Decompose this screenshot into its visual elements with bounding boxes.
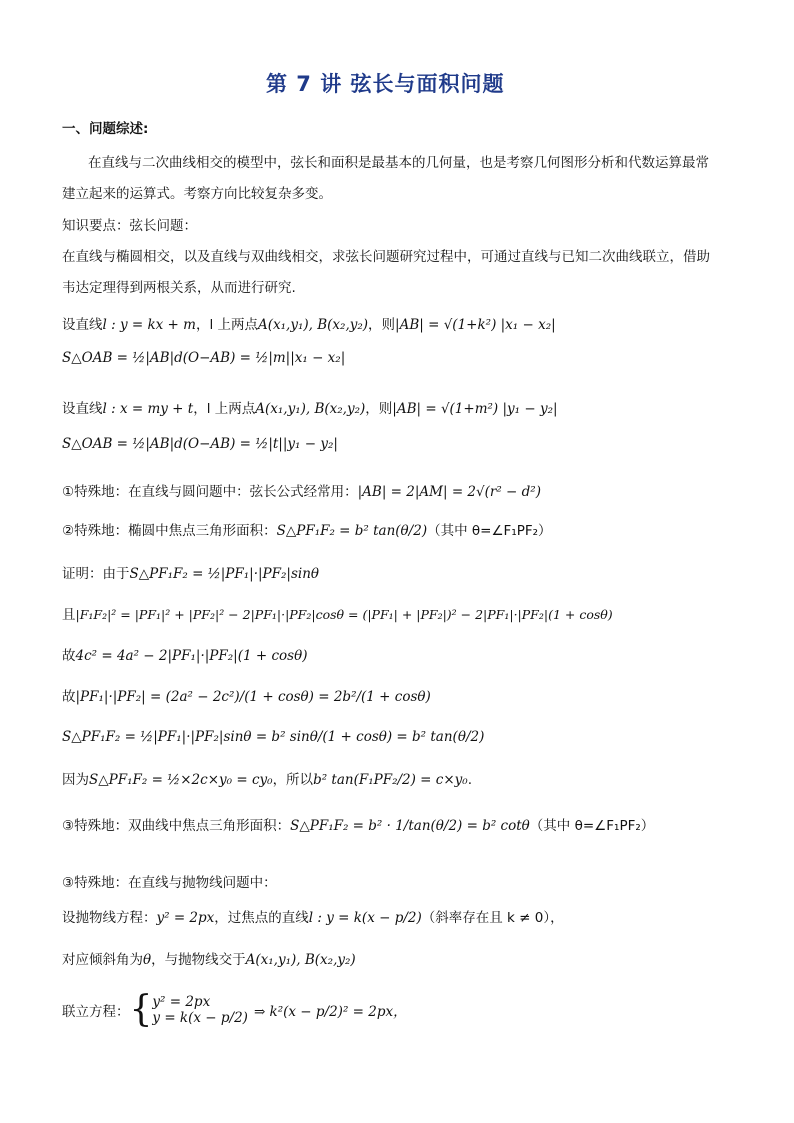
parab-mid: ，过焦点的直线 <box>214 910 309 926</box>
proof-line <box>62 562 319 582</box>
line1-then: ，则 <box>368 317 396 333</box>
equation-system <box>152 994 248 1026</box>
line1-chord: |AB| = √(1+k²) |x₁ − x₂| <box>395 317 556 333</box>
section-heading: 一、问题综述: <box>62 121 149 137</box>
so-line-2 <box>62 685 431 705</box>
special2-note: （其中 θ=∠F₁PF₂） <box>427 523 552 539</box>
so-line-1 <box>62 644 307 664</box>
combine-eq-1: y² = 2px <box>152 994 211 1010</box>
angle-prefix: 对应倾斜角为 <box>62 952 143 968</box>
method-line-2: 韦达定理得到两根关系，从而进行研究. <box>62 280 296 296</box>
so1-formula: 4c² = 4a² − 2|PF₁|·|PF₂|(1 + cosθ) <box>75 648 308 664</box>
parab-line-eq: l : y = k(x − p/2) <box>308 910 422 926</box>
special2-formula: S△PF₁F₂ = b² tan(θ/2) <box>276 523 428 539</box>
parab-prefix: 设抛物线方程： <box>62 910 157 926</box>
special4-text: ③特殊地：在直线与抛物线问题中： <box>62 875 277 891</box>
intro-line-1: 在直线与二次曲线相交的模型中，弦长和面积是最基本的几何量，也是考察几何图形分析和代数运算最常 <box>88 155 709 171</box>
because-prefix: 因为 <box>62 772 89 788</box>
because-formula-2: b² tan(F₁PF₂/2) = c×y₀ <box>313 772 468 788</box>
combine-prefix: 联立方程： <box>62 1004 130 1020</box>
parabola-line <box>62 906 564 926</box>
proof-formula: S△PF₁F₂ = ½|PF₁|·|PF₂|sinθ <box>129 566 320 582</box>
parab-equation: y² = 2px <box>156 910 215 926</box>
line2-then: ，则 <box>365 401 393 417</box>
line1-mid: ，l 上两点 <box>195 317 259 333</box>
angle-points: A(x₁,y₁), B(x₂,y₂) <box>245 952 356 968</box>
area-formula-1: S△OAB = ½|AB|d(O−AB) = ½|m||x₁ − x₂| <box>62 350 346 366</box>
line2-points: A(x₁,y₁), B(x₂,y₂) <box>255 401 366 417</box>
so2-prefix: 故 <box>62 689 76 705</box>
and-line <box>62 603 613 623</box>
so1-prefix: 故 <box>62 648 76 664</box>
parab-note: （斜率存在且 k ≠ 0）， <box>421 910 564 926</box>
line1-statement <box>62 313 556 333</box>
area-formula-2: S△OAB = ½|AB|d(O−AB) = ½|t||y₁ − y₂| <box>62 436 338 452</box>
combine-line <box>62 989 407 1030</box>
and-prefix: 且 <box>62 607 76 623</box>
special3-text: ③特殊地：双曲线中焦点三角形面积： <box>62 818 291 834</box>
special3-note: （其中 θ=∠F₁PF₂） <box>529 818 655 834</box>
combine-eq-2: y = k(x − p/2) <box>152 1010 248 1026</box>
line2-equation: l : x = my + t <box>102 401 194 417</box>
page-title: 第 7 讲 弦长与面积问题 <box>266 72 505 96</box>
and-formula: |F₁F₂|² = |PF₁|² + |PF₂|² − 2|PF₁|·|PF₂|cosθ = (|PF₁| + |PF₂|)² − 2|PF₁|·|PF₂|(1 + cosθ) <box>75 607 613 622</box>
combine-result: ⇒ k²(x − p/2)² = 2px， <box>253 1004 407 1020</box>
because-mid: ，所以 <box>272 772 314 788</box>
method-line-1: 在直线与椭圆相交，以及直线与双曲线相交，求弦长问题研究过程中，可通过直线与已知二次曲线联立，借助 <box>62 249 710 265</box>
angle-line <box>62 948 356 968</box>
special-case-2 <box>62 519 552 539</box>
special-case-1 <box>62 480 541 500</box>
area-formula-3: S△PF₁F₂ = ½|PF₁|·|PF₂|sinθ = b² sinθ/(1 + cosθ) = b² tan(θ/2) <box>62 729 485 745</box>
special2-text: ②特殊地：椭圆中焦点三角形面积： <box>62 523 277 539</box>
special-case-3 <box>62 814 654 834</box>
line2-chord: |AB| = √(1+m²) |y₁ − y₂| <box>392 401 558 417</box>
line2-statement <box>62 397 558 417</box>
line1-prefix: 设直线 <box>62 317 103 333</box>
left-brace-icon: { <box>129 989 153 1030</box>
intro-line-2: 建立起来的运算式。考察方向比较复杂多变。 <box>62 186 332 202</box>
because-line <box>62 768 472 788</box>
because-end: . <box>467 772 472 788</box>
special1-text: ①特殊地：在直线与圆问题中：弦长公式经常用： <box>62 484 358 500</box>
knowledge-heading: 知识要点：弦长问题： <box>62 218 197 234</box>
because-formula: S△PF₁F₂ = ½×2c×y₀ = cy₀ <box>89 772 273 788</box>
angle-mid: ，与抛物线交于 <box>151 952 246 968</box>
special1-formula: |AB| = 2|AM| = 2√(r² − d²) <box>357 484 541 500</box>
so2-formula: |PF₁|·|PF₂| = (2a² − 2c²)/(1 + cosθ) = 2b²/(1 + cosθ) <box>75 689 431 705</box>
special3-formula: S△PF₁F₂ = b² · 1/tan(θ/2) = b² cotθ <box>290 818 530 834</box>
line2-prefix: 设直线 <box>62 401 103 417</box>
line1-points: A(x₁,y₁), B(x₂,y₂) <box>258 317 369 333</box>
line2-mid: ，l 上两点 <box>193 401 256 417</box>
line1-equation: l : y = kx + m <box>102 317 196 333</box>
angle-theta: θ <box>143 952 152 968</box>
proof-prefix: 证明：由于 <box>62 566 130 582</box>
